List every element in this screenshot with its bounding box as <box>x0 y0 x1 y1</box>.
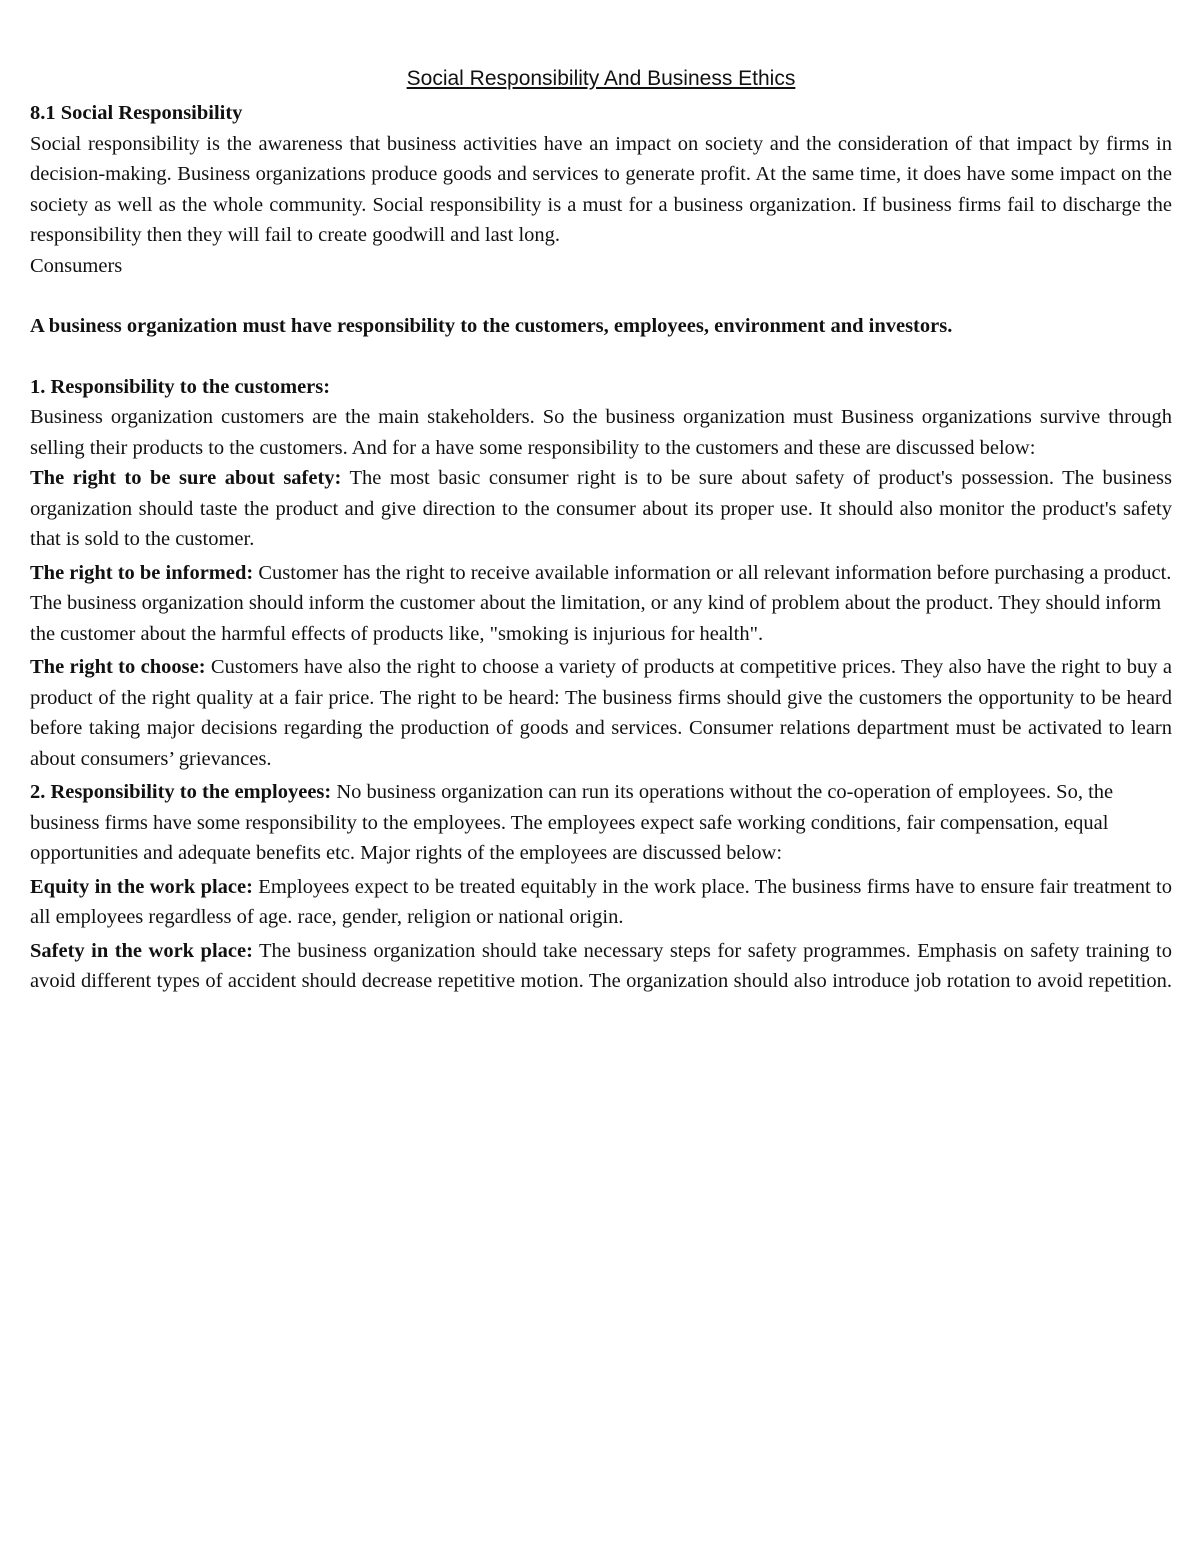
intro-paragraph: Social responsibility is the awareness that business activities have an impact on society and the consideration of that impact by firms in decision-making. Business organizations produce goods and services to generate profit. At the same time, it does have some impact on the society as well as the whole community. Social responsibility is a must for a business organization. If business firms fail to discharge the responsibility then they will fail to create goodwill and last long. <box>30 132 1172 246</box>
right-safety-text: The most basic consumer right is to be sure about safety of product's possession. The business organization should taste the product and give direction to the consumer about its proper use. It should also monitor the product's safety that is sold to the customer. <box>30 467 1172 550</box>
equity-label: Equity in the work place: <box>30 875 253 898</box>
document-page <box>30 62 1172 997</box>
equity-text: Employees expect to be treated equitably in the work place. The business firms have to ensure fair treatment to all employees regardless of age. race, gender, religion or national origin. <box>30 875 1172 928</box>
workplace-safety-paragraph <box>30 936 1172 997</box>
right-choose-text: Customers have also the right to choose a variety of products at competitive prices. They also have the right to buy a product of the right quality at a fair price. The right to be heard: The business firms should give the customers the opportunity to be heard before taking major decisions regarding the production of goods and services. Consumer relations department must be activated to learn about consumers’ grievances. <box>30 656 1172 770</box>
employees-paragraph <box>30 777 1172 869</box>
customers-intro: Business organization customers are the main stakeholders. So the business organization must Business organizations survive through selling their products to the customers. And for a have some responsibility to the customers and these are discussed below: <box>30 406 1172 459</box>
right-informed-text: Customer has the right to receive available information or all relevant information before purchasing a product. The business organization should inform the customer about the limitation, or any kind of problem about the product. They should inform the customer about the harmful effects of products like, "smoking is injurious for health". <box>30 561 1172 645</box>
right-choose-label: The right to choose: <box>30 656 206 678</box>
customers-heading: 1. Responsibility to the customers: <box>30 375 331 398</box>
document-title: Social Responsibility And Business Ethics <box>406 67 796 90</box>
employees-heading: 2. Responsibility to the employees: <box>30 781 332 803</box>
consumers-label: Consumers <box>30 254 123 277</box>
right-safety-label: The right to be sure about safety: <box>30 467 342 489</box>
blank-line <box>30 281 1172 311</box>
workplace-safety-label: Safety in the work place: <box>30 939 253 962</box>
right-choose-paragraph <box>30 652 1172 774</box>
blank-line <box>30 342 1172 372</box>
right-safety-paragraph <box>30 463 1172 555</box>
stakeholders-statement: A business organization must have responsibility to the customers, employees, environment and investors. <box>30 315 953 337</box>
right-informed-label: The right to be informed: <box>30 561 254 584</box>
section-heading: 8.1 Social Responsibility <box>30 102 243 124</box>
right-informed-paragraph <box>30 558 1172 650</box>
equity-paragraph <box>30 872 1172 933</box>
workplace-safety-text: The business organization should take necessary steps for safety programmes. Emphasis on safety training to avoid different types of accident should decrease repetitive motion. The organization should also introduce job rotation to avoid repetition. <box>30 939 1172 992</box>
employees-intro: No business organization can run its operations without the co-operation of employees. So, the business firms have some responsibility to the employees. The employees expect safe working conditions, fair compensation, equal opportunities and adequate benefits etc. Major rights of the employees are discussed below: <box>30 781 1114 864</box>
